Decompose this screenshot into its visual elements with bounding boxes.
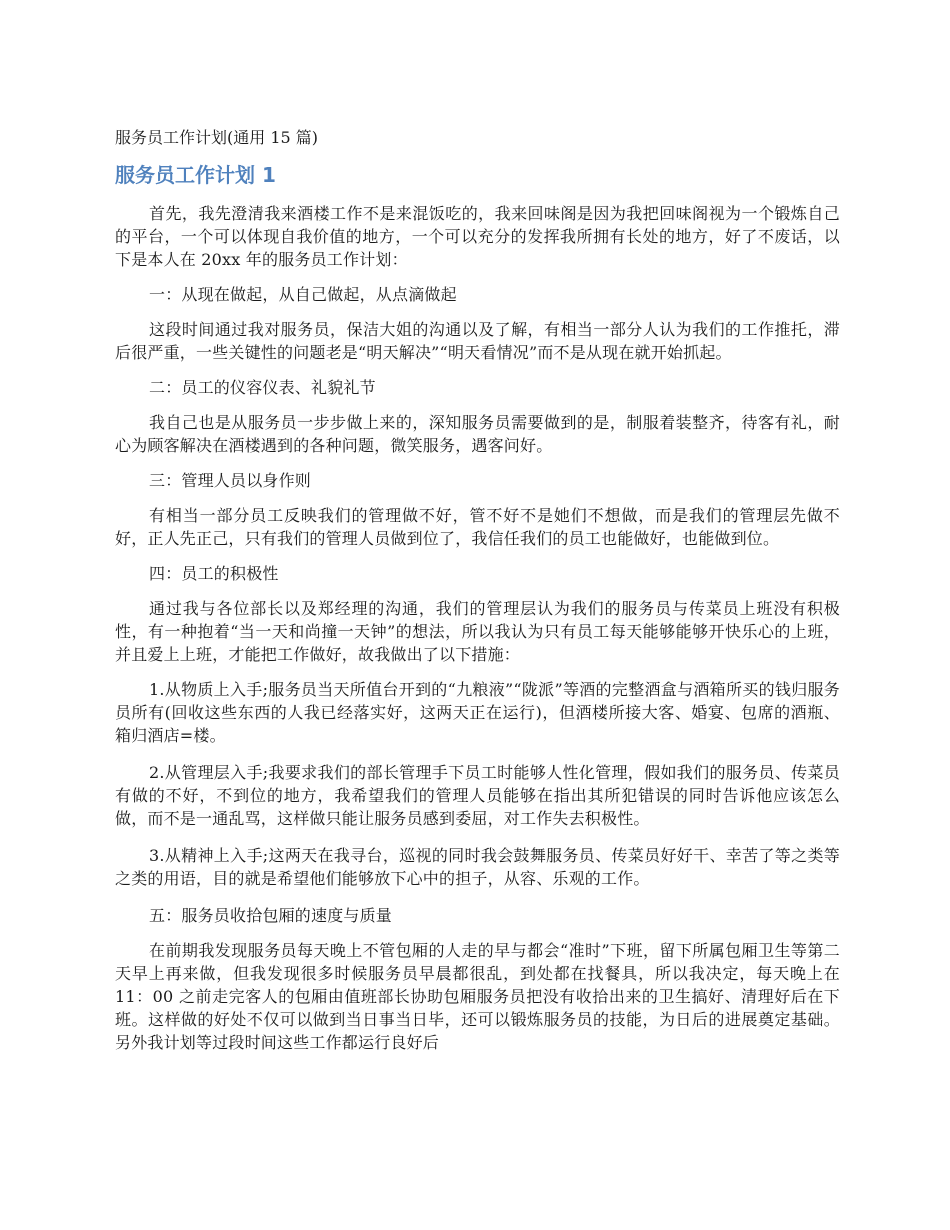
paragraph-body: 在前期我发现服务员每天晚上不管包厢的人走的早与都会“准时”下班，留下所属包厢卫生等第二天早上再来做，但我发现很多时候服务员早晨都很乱，到处都在找餐具，所以我决定，每天晚上在 11：00 之前走完客人的包厢由值班部长协助包厢服务员把没有收拾出来的卫生搞好、清理好后在下班。这样做的好处不仅可以做到当日事当日毕，还可以锻炼服务员的技能，为日后的进展奠定基础。另外我计划等过段时间这些工作都运行良好后 <box>115 941 840 1052</box>
document-page <box>115 126 840 1066</box>
document-title: 服务员工作计划(通用 15 篇) <box>115 128 319 147</box>
paragraph-measure-1: 1.从物质上入手;服务员当天所值台开到的“九粮液”“陇派”等酒的完整酒盒与酒箱所买的钱归服务员所有(回收这些东西的人我已经落实好，这两天正在运行)，但酒楼所接大客、婚宴、包席的酒瓶、箱归酒店=楼。 <box>115 680 840 745</box>
paragraph-body: 这段时间通过我对服务员，保洁大姐的沟通以及了解，有相当一部分人认为我们的工作推托，滞后很严重，一些关键性的问题老是“明天解决”“明天看情况”而不是从现在就开始抓起。 <box>115 320 840 362</box>
paragraph-intro: 首先，我先澄清我来酒楼工作不是来混饭吃的，我来回味阁是因为我把回味阁视为一个锻炼自己的平台，一个可以体现自我价值的地方，一个可以充分的发挥我所拥有长处的地方，好了不废话，以下是本人在 20xx 年的服务员工作计划： <box>115 204 840 269</box>
paragraph-body: 通过我与各位部长以及郑经理的沟通，我们的管理层认为我们的服务员与传菜员上班没有积极性，有一种抱着“当一天和尚撞一天钟”的想法，所以我认为只有员工每天能够能够开快乐心的上班，并且爱上上班，才能把工作做好，故我做出了以下措施： <box>115 599 840 664</box>
paragraph-point-1: 一：从现在做起，从自己做起，从点滴做起 <box>149 285 457 304</box>
paragraph-measure-2: 2.从管理层入手;我要求我们的部长管理手下员工时能够人性化管理，假如我们的服务员、传菜员有做的不好，不到位的地方，我希望我们的管理人员能够在指出其所犯错误的同时告诉他应该怎么做，而不是一通乱骂，这样做只能让服务员感到委屈，对工作失去积极性。 <box>115 763 840 828</box>
paragraph-body: 有相当一部分员工反映我们的管理做不好，管不好不是她们不想做，而是我们的管理层先做不好，正人先正己，只有我们的管理人员做到位了，我信任我们的员工也能做好，也能做到位。 <box>115 506 840 548</box>
paragraph-measure-3: 3.从精神上入手;这两天在我寻台，巡视的同时我会鼓舞服务员、传菜员好好干、幸苦了等之类等之类的用语，目的就是希望他们能够放下心中的担子，从容、乐观的工作。 <box>115 846 840 888</box>
paragraph-point-4: 四：员工的积极性 <box>149 564 279 583</box>
paragraph-point-3: 三：管理人员以身作则 <box>149 471 312 490</box>
paragraph-point-5: 五：服务员收拾包厢的速度与质量 <box>149 906 393 925</box>
paragraph-body: 我自己也是从服务员一步步做上来的，深知服务员需要做到的是，制服着装整齐，待客有礼，耐心为顾客解决在酒楼遇到的各种问题，微笑服务，遇客问好。 <box>115 413 840 455</box>
section-heading: 服务员工作计划 1 <box>115 163 276 187</box>
paragraph-point-2: 二：员工的仪容仪表、礼貌礼节 <box>149 378 376 397</box>
